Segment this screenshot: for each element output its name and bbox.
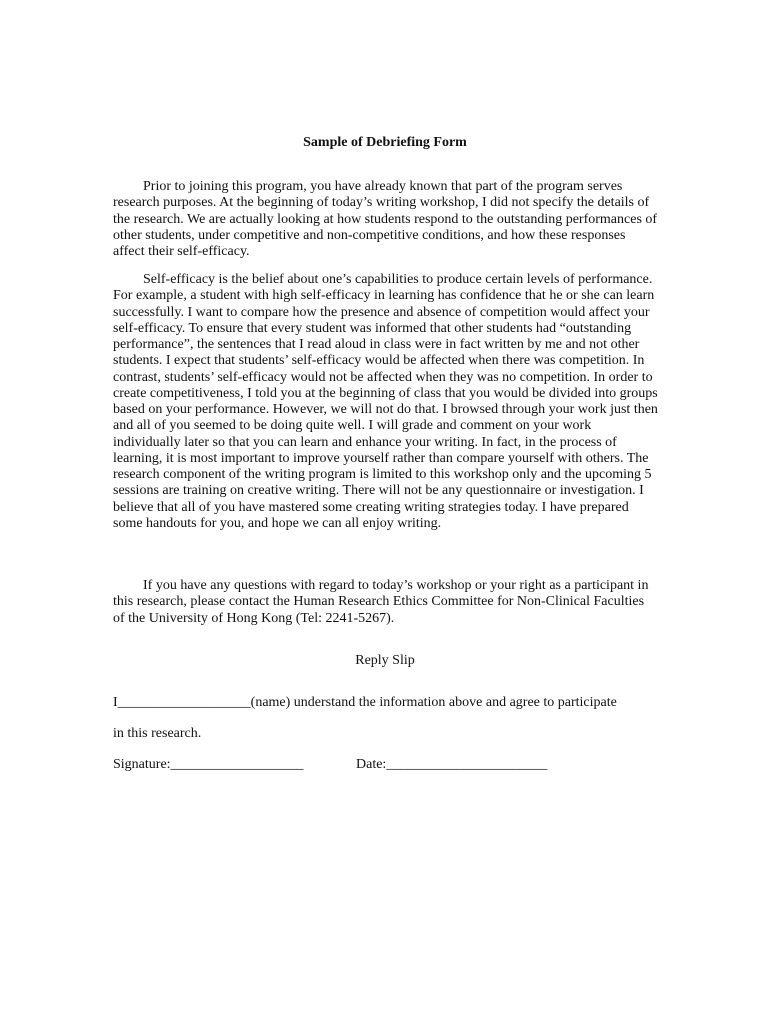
document-title: Sample of Debriefing Form [303, 135, 467, 150]
paragraph-intro: Prior to joining this program, you have already known that part of the program serves research purposes. At the beginning of today’s writing workshop, I did not specify the details of the research. We are actually looking at how students respond to the outstanding performances of other students, under competitive and non-competitive conditions, and how these responses affect their self-efficacy. [113, 179, 658, 259]
consent-continuation: in this research. [113, 726, 202, 741]
date-field: Date:_______________________ [356, 757, 548, 772]
paragraph-self-efficacy: Self-efficacy is the belief about one’s capabilities to produce certain levels of performance. For example, a student with high self-efficacy in learning has confidence that he or she can learn successfully. I want to compare how the presence and absence of competition would affect your self-efficacy. To ensure that every student was informed that other students had “outstanding performance”, the sentences that I read aloud in class were in fact written by me and not other students. I expect that students’ self-efficacy would be affected when there was competition. In contrast, students’ self-efficacy would not be affected when they was no competition. In order to create competitiveness, I told you at the beginning of class that you would be divided into groups based on your performance. However, we will not do that. I browsed through your work just then and all of you seemed to be doing quite well. I will grade and comment on your work individually later so that you can learn and enhance your writing. In fact, in the process of learning, it is most important to improve yourself rather than compare yourself with others. The research component of the writing program is limited to this workshop only and the upcoming 5 sessions are training on creative writing. There will not be any questionnaire or investigation. I believe that all of you have mastered some creating writing strategies today. I have prepared some handouts for you, and hope we can all enjoy writing. [113, 272, 658, 531]
signature-field: Signature:___________________ [113, 757, 304, 772]
paragraph-contact: If you have any questions with regard to today’s workshop or your right as a participant in this research, please contact the Human Research Ethics Committee for Non-Clinical Faculties of the University of Hong Kong (Tel: 2241-5267). [113, 578, 649, 626]
reply-slip-title: Reply Slip [355, 653, 415, 668]
consent-name-line: I___________________(name) understand the information above and agree to participate [113, 695, 617, 710]
